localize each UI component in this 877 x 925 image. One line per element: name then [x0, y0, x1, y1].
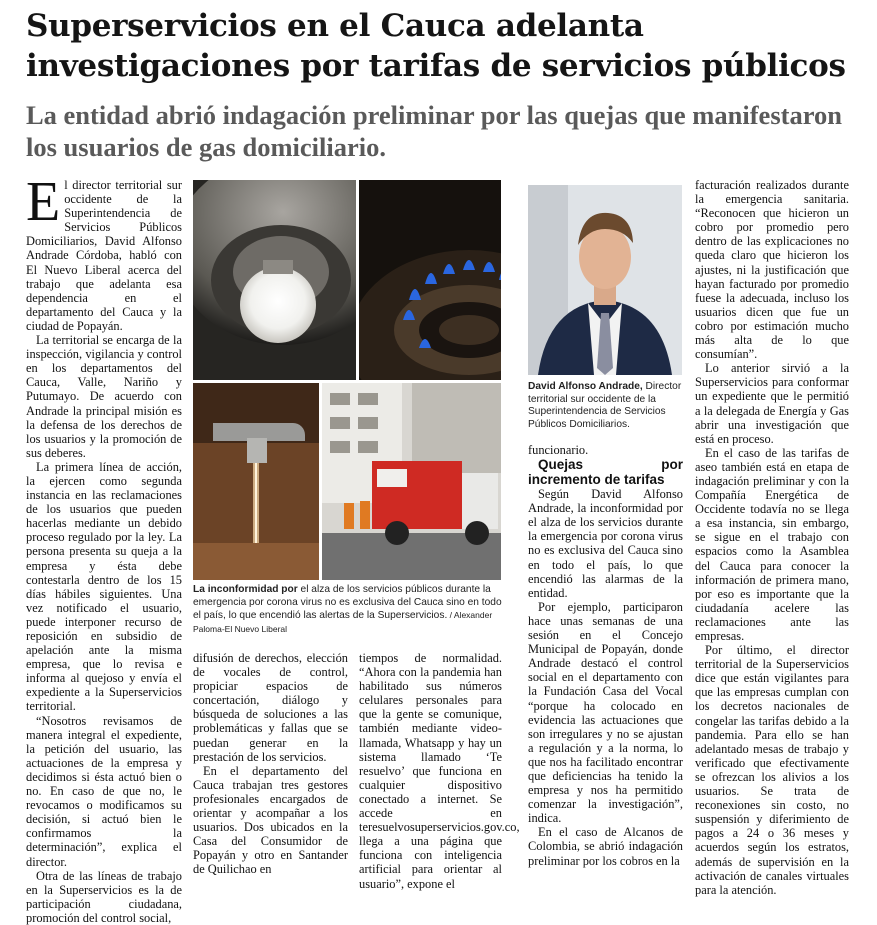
drop-cap: E: [26, 171, 61, 233]
paragraph: La primera línea de acción, la ejercen como segunda instancia en las reclamaciones de los usuarios que pueden hacerlas mediante un debido proceso regulado por la ley. La persona presenta su queja a la empresa y ésta debe contestarla dentro de los 15 días hábiles siguientes. Una vez notificado el usuario, puede interponer recurso de reposición en subsidio de apelación ante la misma empresa, que lo revisa e informa al quejoso y envía el expediente a la Superservicios territorial.: [26, 459, 182, 714]
photo-garbage-truck: [322, 383, 501, 580]
paragraph: funcionario.: [528, 443, 589, 457]
column-1: [26, 171, 182, 925]
portrait-image: [528, 185, 682, 375]
column-2: [193, 651, 348, 877]
water-tap-image: [193, 383, 319, 580]
paragraph: “Nosotros revisamos de manera integral el expediente, la petición del usuario, las actuaciones de la empresa y decidimos si ésta actuó bien o no. En caso de que no, le revocamos o modificamos su decisión, si actuó bien le confirmamos la determinación”, explica el director.: [26, 713, 182, 869]
paragraph: Por último, el director territorial de la Superservicios dice que están vigilantes para que las empresas cumplan con los decretos nacionales de congelar las tarifas debido a la pandemia. Para ello se han adelantado mesas de trabajo y verificado que efectivamente se ofrezcan los alivios a los usuarios. Se trata de reconexiones sin costo, no suspensión y diferimiento de pagos a 24 o 36 meses y acuerdos según los estratos, además de supervisión en la activación de canales virtuales para la atención.: [695, 643, 849, 897]
paragraph: Lo anterior sirvió a la Superservicios para conformar un expediente que le permitió a la delegada de Energía y Gas abrir una investigación que está en proceso.: [695, 361, 849, 446]
column-5: [695, 178, 849, 897]
paragraph: Según David Alfonso Andrade, la inconformidad por el alza de los servicios durante la emergencia por corona virus no es exclusiva del Cauca sino en todo el país, lo que encendió las alarmas de la entidad.: [528, 487, 683, 600]
column-3: [359, 651, 520, 891]
paragraph: El director territorial sur occidente de la Superintendencia de Servicios Públicos Domiciliarios, David Alfonso Andrade Córdoba, habló con El Nuevo Liberal acerca del trabajo que adelanta esa dependencia en el departamento del Cauca y la ciudad de Popayán.: [26, 171, 182, 333]
headline: Superservicios en el Cauca adelanta investigaciones por tarifas de servicios públicos: [26, 8, 846, 84]
photo-lightbulb: [193, 180, 356, 380]
paragraph: En el caso de Alcanos de Colombia, se abrió indagación preliminar por los cobros en la: [528, 825, 683, 868]
paragraph: Otra de las líneas de trabajo en la Superservicios es la de participación ciudadana, promoción del control social,: [26, 868, 182, 925]
paragraph: En el departamento del Cauca trabajan tres gestores profesionales encargados de orientar y acompañar a los usuarios. Dos ubicados en la Casa del Consumidor de Popayán y otro en Santander de Quilichao en: [193, 763, 348, 877]
garbage-truck-image: [322, 383, 501, 580]
column-4: [528, 443, 683, 868]
lightbulb-image: [193, 180, 356, 380]
paragraph: difusión de derechos, elección de vocales de control, propiciar espacios de concertación, diálogo y búsqueda de soluciones a las problemáticas y fallas que se puedan generar en la prestación de los servicios.: [193, 651, 348, 764]
paragraph: tiempos de normalidad. “Ahora con la pandemia han habilitado sus números celulares personales para que la gente se comunique, también mediante video-llamada, Whatsapp y hay un sistema llamado ‘Te resuelvo’ que funciona en cualquier dispositivo conectado a internet. Se accede en teresuelvosuperservicios.gov.co, llega a una página que funciona con inteligencia artificial para orientar al usuario”, expone el: [359, 651, 520, 891]
gas-flame-image: [359, 180, 501, 380]
portrait-caption: David Alfonso Andrade, Director territorial sur occidente de la Superintendencia de Servicios Públicos Domiciliarios.: [528, 381, 682, 430]
paragraph: La territorial se encarga de la inspección, vigilancia y control en los departamentos del Cauca, Valle, Nariño y Putumayo. De acuerdo con Andrade la principal misión es la defensa de los derechos de los usuarios y la promoción de sus deberes.: [26, 333, 182, 460]
paragraph: facturación realizados durante la emergencia sanitaria. “Reconocen que hicieron un cobro por promedio pero dentro de las explicaciones no queda claro que hicieron los ajustes, ni la justificación que hayan facturado por promedio fuese la adecuada, incluso los usuarios dicen que fue un cobro por estimación mucho más alta de lo que consumían”.: [695, 178, 849, 362]
deck: La entidad abrió indagación preliminar por las quejas que manifestaron los usuarios de gas domiciliario.: [26, 100, 842, 162]
paragraph: En el caso de las tarifas de aseo también está en etapa de indagación preliminar y con la Compañía Energética de Occidente todavía no se llega a esa instancia, sin embargo, se sigue en el trabajo con espacios como la Asamblea del Cauca para conocer la información de primera mano, por eso es importante que la ciudadanía acelere las reclamaciones ante las empresas.: [695, 445, 849, 643]
subhead: Quejas por incremento de tarifas: [528, 457, 683, 488]
photo-water-tap: [193, 383, 319, 580]
photo-david-andrade: [528, 185, 682, 375]
collage-caption: La inconformidad por el alza de los servicios públicos durante la emergencia por corona virus no es exclusiva del Cauca sino en todo el país, lo que encendió las alertas de la Superservicios. / Alexander Paloma-El Nuevo Liberal: [193, 584, 502, 634]
paragraph: Por ejemplo, participaron hace unas semanas de una sesión en el Concejo Municipal de Popayán, donde Andrade destacó el control social en el departamento con la Fundación Casa del Vocal “porque ha colocado en evidencia las actuaciones que son irregulares y no se ajustan a regulación y a la norma, lo que nos ha facilitado encontrar que deficiencias ha tenido la empresa y nos ha permitido comenzar la investigación”, indica.: [528, 599, 683, 826]
photo-gas-burner: [359, 180, 501, 380]
